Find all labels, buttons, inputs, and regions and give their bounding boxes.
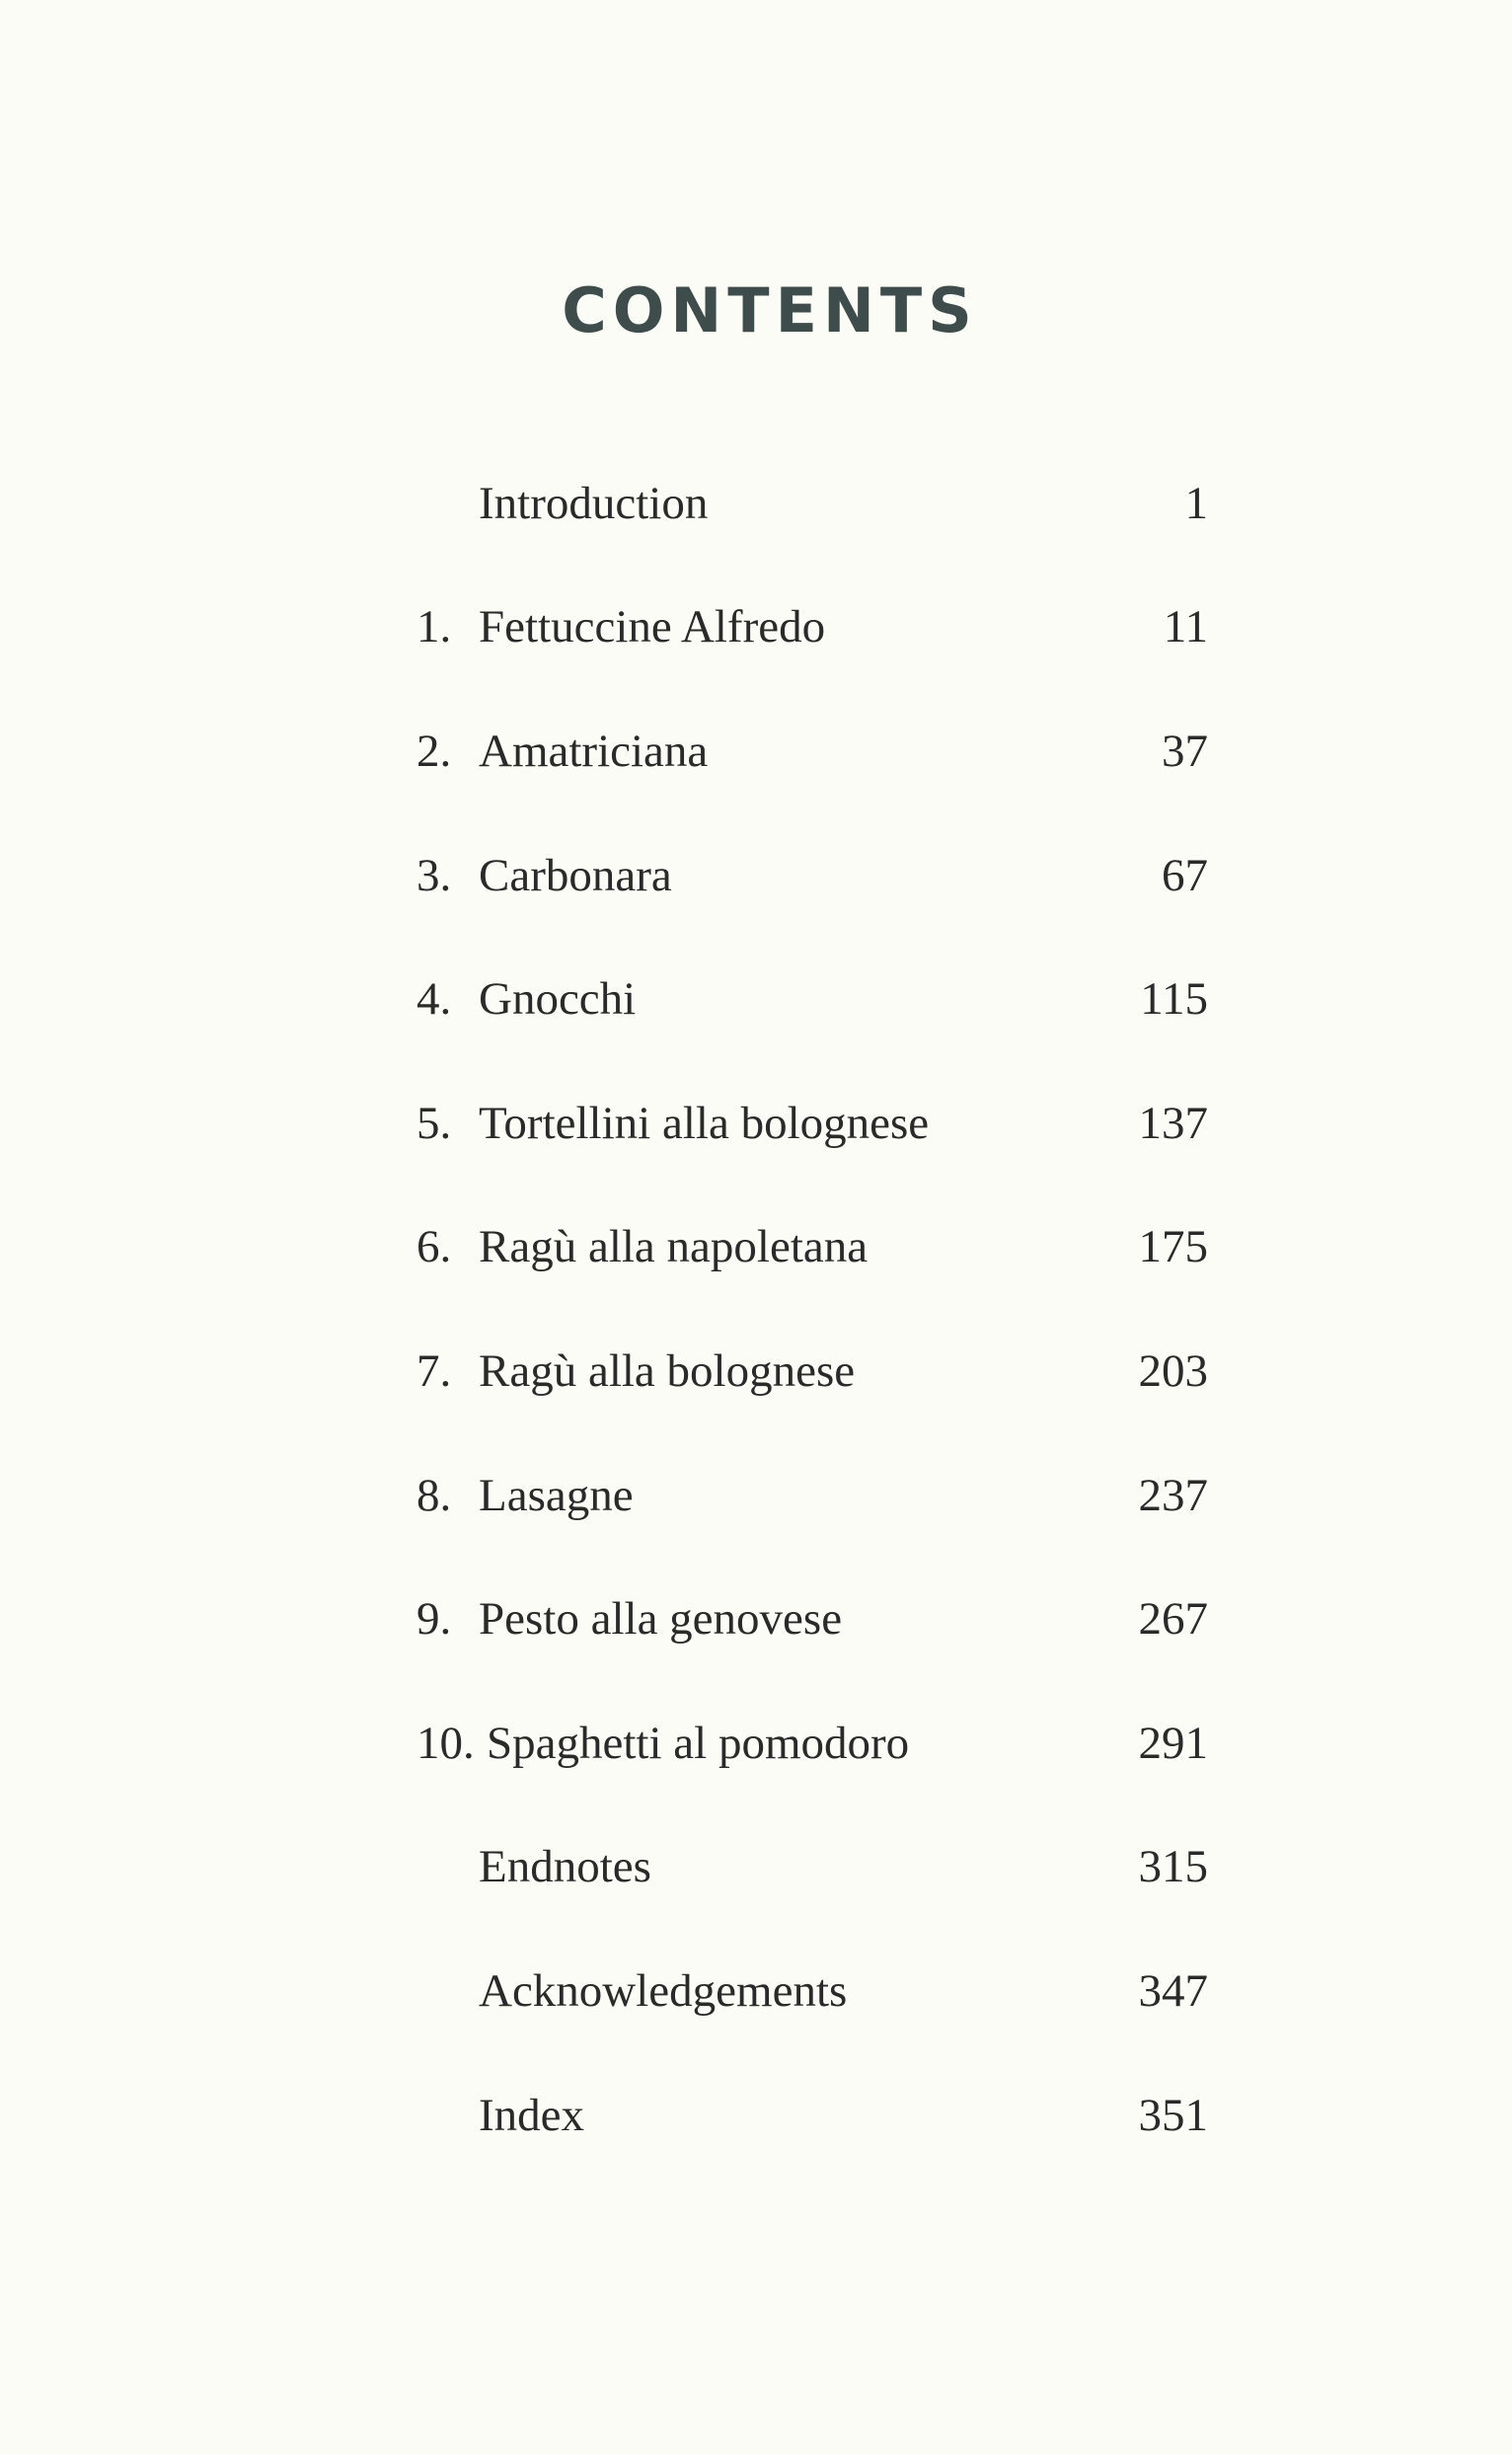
toc-entry[interactable] xyxy=(0,1186,1512,1310)
toc-entry[interactable] xyxy=(0,1681,1512,1805)
toc-entry[interactable] xyxy=(0,566,1512,690)
chapter-number: 5. xyxy=(416,1097,452,1149)
toc-entry[interactable] xyxy=(0,689,1512,813)
entry-title: Introduction xyxy=(479,477,709,529)
chapter-number: 7. xyxy=(416,1344,452,1397)
page-number: 115 xyxy=(1140,973,1208,1026)
chapter-number: 3. xyxy=(416,849,452,901)
toc-entry[interactable] xyxy=(0,813,1512,938)
page-title: CONTENTS xyxy=(562,274,978,346)
entry-title: Pesto alla genovese xyxy=(479,1593,843,1646)
page-number: 203 xyxy=(1138,1344,1208,1397)
entry-title: Spaghetti al pomodoro xyxy=(487,1717,910,1769)
chapter-number: 8. xyxy=(416,1469,452,1521)
chapter-number: 2. xyxy=(416,725,452,777)
toc-entry[interactable] xyxy=(0,1433,1512,1558)
entry-title: Amatriciana xyxy=(479,725,709,777)
toc-entry[interactable] xyxy=(0,1929,1512,2053)
entry-title: Ragù alla napoletana xyxy=(479,1221,869,1273)
toc-entry[interactable] xyxy=(0,1805,1512,1930)
chapter-number: 1. xyxy=(416,601,452,653)
page-number: 67 xyxy=(1162,849,1208,901)
toc-entry[interactable] xyxy=(0,441,1512,566)
page-number: 291 xyxy=(1138,1717,1208,1769)
entry-title: Carbonara xyxy=(479,849,672,901)
page-number: 315 xyxy=(1138,1841,1208,1893)
page-number: 347 xyxy=(1138,1964,1208,2017)
page-number: 237 xyxy=(1138,1469,1208,1521)
chapter-number: 10. xyxy=(416,1717,475,1769)
toc-entry[interactable] xyxy=(0,1061,1512,1186)
entry-title: Fettuccine Alfredo xyxy=(479,601,826,653)
table-of-contents xyxy=(0,441,1512,2177)
entry-title: Endnotes xyxy=(479,1841,651,1893)
toc-entry[interactable] xyxy=(0,937,1512,1061)
toc-entry[interactable] xyxy=(0,1557,1512,1681)
page-number: 137 xyxy=(1138,1097,1208,1149)
entry-title: Tortellini alla bolognese xyxy=(479,1097,930,1149)
page-number: 351 xyxy=(1138,2089,1208,2141)
page-number: 175 xyxy=(1138,1221,1208,1273)
chapter-number: 6. xyxy=(416,1221,452,1273)
entry-title: Lasagne xyxy=(479,1469,634,1521)
toc-entry[interactable] xyxy=(0,1309,1512,1433)
page-number: 37 xyxy=(1162,725,1208,777)
chapter-number: 4. xyxy=(416,973,452,1026)
toc-entry[interactable] xyxy=(0,2053,1512,2178)
page-number: 11 xyxy=(1163,601,1208,653)
entry-title: Gnocchi xyxy=(479,973,637,1026)
page-number: 267 xyxy=(1138,1593,1208,1646)
chapter-number: 9. xyxy=(416,1593,452,1646)
entry-title: Acknowledgements xyxy=(479,1964,848,2017)
entry-title: Ragù alla bolognese xyxy=(479,1344,856,1397)
page-number: 1 xyxy=(1184,477,1208,529)
entry-title: Index xyxy=(479,2089,585,2141)
